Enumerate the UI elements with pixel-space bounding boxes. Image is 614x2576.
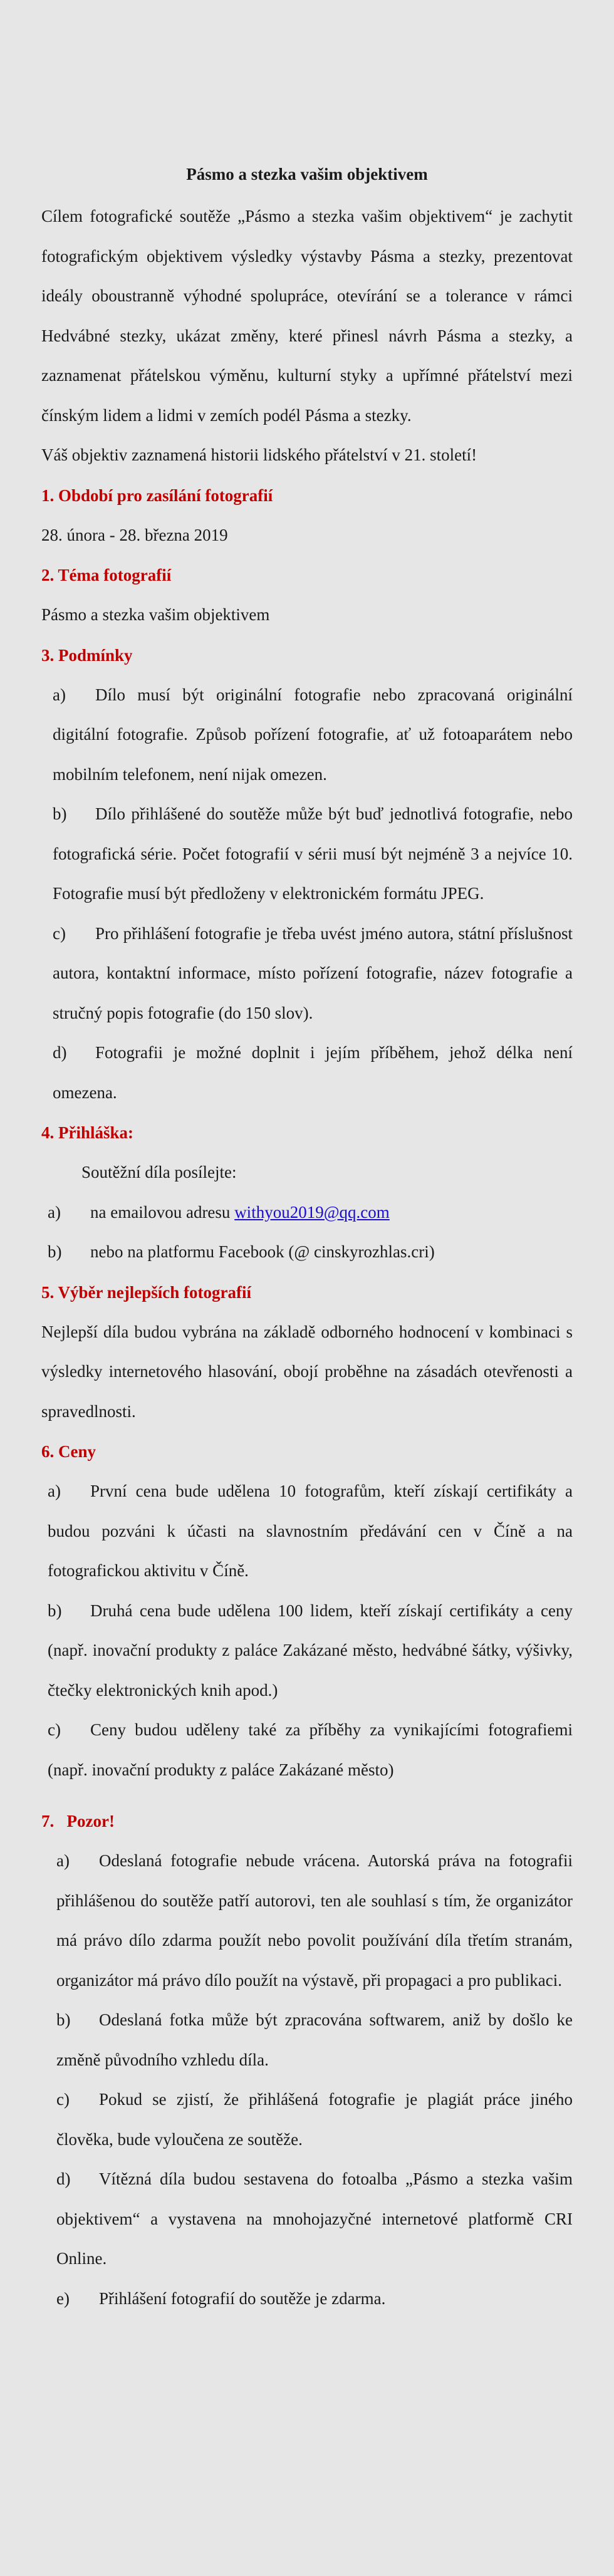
section-7-heading: 7. Pozor! xyxy=(41,1812,115,1831)
item-text: Druhá cena bude udělena 100 lidem, kteří získají certifikáty a ceny (např. inovační produkty z paláce Zakázané město, hedvábné šátky, výšivky, čtečky elektronických knih apod.) xyxy=(48,1601,573,1700)
section-2-heading: 2. Téma fotografií xyxy=(41,566,172,584)
section-4-heading: 4. Přihláška: xyxy=(41,1123,134,1142)
prizes-item-c xyxy=(41,1710,573,1790)
item-text: Pokud se zjistí, že přihlášená fotografie je plagiát práce jiného člověka, bude vyloučena ze soutěže. xyxy=(56,2090,573,2149)
section-3-heading: 3. Podmínky xyxy=(41,645,133,665)
email-link[interactable]: withyou2019@qq.com xyxy=(234,1202,390,1222)
item-label: b) xyxy=(53,804,67,823)
intro-slogan: Váš objektiv zaznamená historii lidského přátelství v 21. století! xyxy=(41,445,477,464)
prizes-item-b xyxy=(41,1591,573,1711)
notice-item-b xyxy=(41,2000,573,2080)
notice-item-d xyxy=(41,2159,573,2279)
submission-item-a xyxy=(41,1193,573,1233)
item-label: d) xyxy=(53,1043,67,1062)
item-label: a) xyxy=(53,685,66,704)
item-text: První cena bude udělena 10 fotografům, kteří získají certifikáty a budou pozváni k účasti na slavnostním předávání cen v Číně a na fotografickou aktivitu v Číně. xyxy=(48,1482,573,1580)
item-label: a) xyxy=(48,1202,61,1222)
submission-intro: Soutěžní díla posílejte: xyxy=(81,1163,237,1182)
item-label: c) xyxy=(53,923,66,943)
section-5-heading: 5. Výběr nejlepších fotografií xyxy=(41,1282,251,1302)
conditions-item-b xyxy=(41,794,573,914)
item-label: e) xyxy=(56,2288,70,2308)
item-label: c) xyxy=(48,1720,61,1739)
intro-paragraph: Cílem fotografické soutěže „Pásmo a stezka vašim objektivem“ je zachytit fotografickým objektivem výsledky výstavby Pásma a stezky, prezentovat ideály oboustranně výhodné spolupráce, otevírání se a tolerance v rámci Hedvábné stezky, ukázat změny, které přinesl návrh Pásma a stezky, a zaznamenat přátelskou výměnu, kulturní styky a upřímné přátelství mezi čínským lidem a lidmi v zemích podél Pásma a stezky. xyxy=(41,207,573,425)
item-text: na emailovou adresu xyxy=(90,1202,235,1222)
item-text: Dílo musí být originální fotografie nebo zpracovaná originální digitální fotografie. Způsob pořízení fotografie, ať už fotoaparátem nebo mobilním telefonem, není nijak omezen. xyxy=(53,685,573,784)
item-text: Dílo přihlášené do soutěže může být buď jednotlivá fotografie, nebo fotografická série. Počet fotografií v sérii musí být nejméně 3 a nejvíce 10. Fotografie musí být předloženy v elektronickém formátu JPEG. xyxy=(53,804,573,903)
item-text: nebo na platformu Facebook (@ cinskyrozhlas.cri) xyxy=(90,1242,435,1261)
section-6-heading: 6. Ceny xyxy=(41,1442,96,1461)
section-5-text: Nejlepší díla budou vybrána na základě odborného hodnocení v kombinaci s výsledky internetového hlasování, obojí proběhne na zásadách otevřenosti a spravedlnosti. xyxy=(41,1322,573,1421)
conditions-item-c xyxy=(41,914,573,1034)
notice-item-c xyxy=(41,2080,573,2159)
item-label: b) xyxy=(48,1601,62,1620)
document-title: Pásmo a stezka vašim objektivem xyxy=(186,165,428,184)
conditions-item-d xyxy=(41,1033,573,1113)
item-text: Pro přihlášení fotografie je třeba uvést jméno autora, státní příslušnost autora, kontaktní informace, místo pořízení fotografie, název fotografie a stručný popis fotografie (do 150 slov). xyxy=(53,923,573,1022)
prizes-item-a xyxy=(41,1472,573,1591)
submission-item-b xyxy=(41,1232,573,1272)
notice-item-a xyxy=(41,1841,573,2000)
item-label: a) xyxy=(48,1482,61,1500)
section-1-text: 28. února - 28. března 2019 xyxy=(41,525,228,544)
item-label: b) xyxy=(48,1242,62,1261)
section-2-text: Pásmo a stezka vašim objektivem xyxy=(41,605,270,624)
conditions-item-a xyxy=(41,675,573,795)
item-text: Odeslaná fotografie nebude vrácena. Autorská práva na fotografii přihlášenou do soutěže patří autorovi, ten ale souhlasí s tím, že organizátor má právo dílo zdarma použít nebo povolit používání díla třetím stranám, organizátor má právo dílo použít na výstavě, při propagaci a pro publikaci. xyxy=(56,1851,573,1990)
item-text: Ceny budou uděleny také za příběhy za vynikajícími fotografiemi (např. inovační produkty z paláce Zakázané město) xyxy=(48,1720,573,1779)
item-text: Fotografii je možné doplnit i jejím příběhem, jehož délka není omezena. xyxy=(53,1043,573,1102)
section-1-heading: 1. Období pro zasílání fotografií xyxy=(41,486,273,505)
item-text: Vítězná díla budou sestavena do fotoalba „Pásmo a stezka vašim objektivem“ a vystavena na mnohojazyčné internetové platformě CRI Online. xyxy=(56,2169,573,2268)
item-label: d) xyxy=(56,2169,71,2188)
item-label: a) xyxy=(56,1851,70,1870)
notice-item-e xyxy=(41,2279,573,2319)
item-text: Přihlášení fotografií do soutěže je zdarma. xyxy=(99,2288,386,2308)
item-label: b) xyxy=(56,2010,71,2029)
item-label: c) xyxy=(56,2090,70,2109)
item-text: Odeslaná fotka může být zpracována softwarem, aniž by došlo ke změně původního vzhledu díla. xyxy=(56,2010,573,2069)
